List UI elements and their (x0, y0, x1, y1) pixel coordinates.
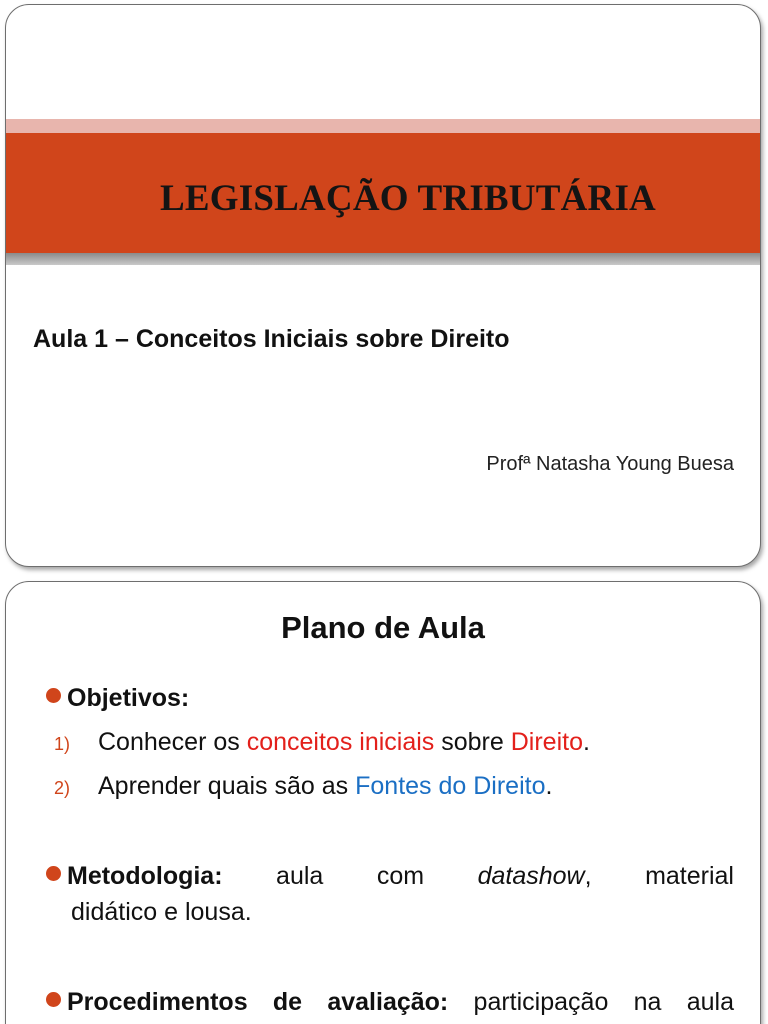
title-band-highlight (6, 119, 760, 133)
objective-text: Aprender quais são as (98, 772, 356, 800)
lesson-plan-slide (5, 581, 761, 1024)
evaluation-bullet (46, 984, 734, 1020)
methodology-bullet (46, 858, 734, 894)
bullet-dot-icon (46, 866, 61, 881)
title-band-shadow (6, 253, 760, 265)
objective-highlight: conceitos iniciais (246, 728, 435, 756)
objective-number: 2) (54, 778, 71, 798)
lesson-plan-title: Plano de Aula (281, 610, 485, 645)
bullet-dot-icon (46, 992, 61, 1007)
evaluation-text: participação na aula (448, 988, 734, 1016)
slide-title: LEGISLAÇÃO TRIBUTÁRIA (160, 178, 656, 219)
objective-item-2 (54, 768, 552, 806)
objective-highlight: Direito (510, 728, 583, 756)
methodology-continuation: didático e lousa. (71, 898, 252, 926)
objectives-bullet (46, 680, 189, 716)
objective-item-1 (54, 724, 590, 762)
evaluation-label: Procedimentos de avaliação: (67, 988, 449, 1016)
objective-text: Conhecer os (98, 728, 247, 756)
methodology-italic: datashow (477, 862, 585, 890)
objective-text: . (582, 728, 590, 756)
objective-highlight: Fontes do Direito (355, 772, 546, 800)
methodology-text: , material (584, 862, 734, 890)
title-slide (5, 4, 761, 567)
methodology-label: Metodologia: (67, 862, 223, 890)
bullet-dot-icon (46, 688, 61, 703)
objective-number: 1) (54, 734, 71, 754)
author-name: Profª Natasha Young Buesa (486, 453, 734, 475)
methodology-text: aula com (222, 862, 478, 890)
objective-text: sobre (434, 728, 511, 756)
objectives-label: Objetivos: (67, 684, 190, 712)
lesson-subtitle: Aula 1 – Conceitos Iniciais sobre Direito (33, 325, 510, 353)
objective-text: . (545, 772, 553, 800)
